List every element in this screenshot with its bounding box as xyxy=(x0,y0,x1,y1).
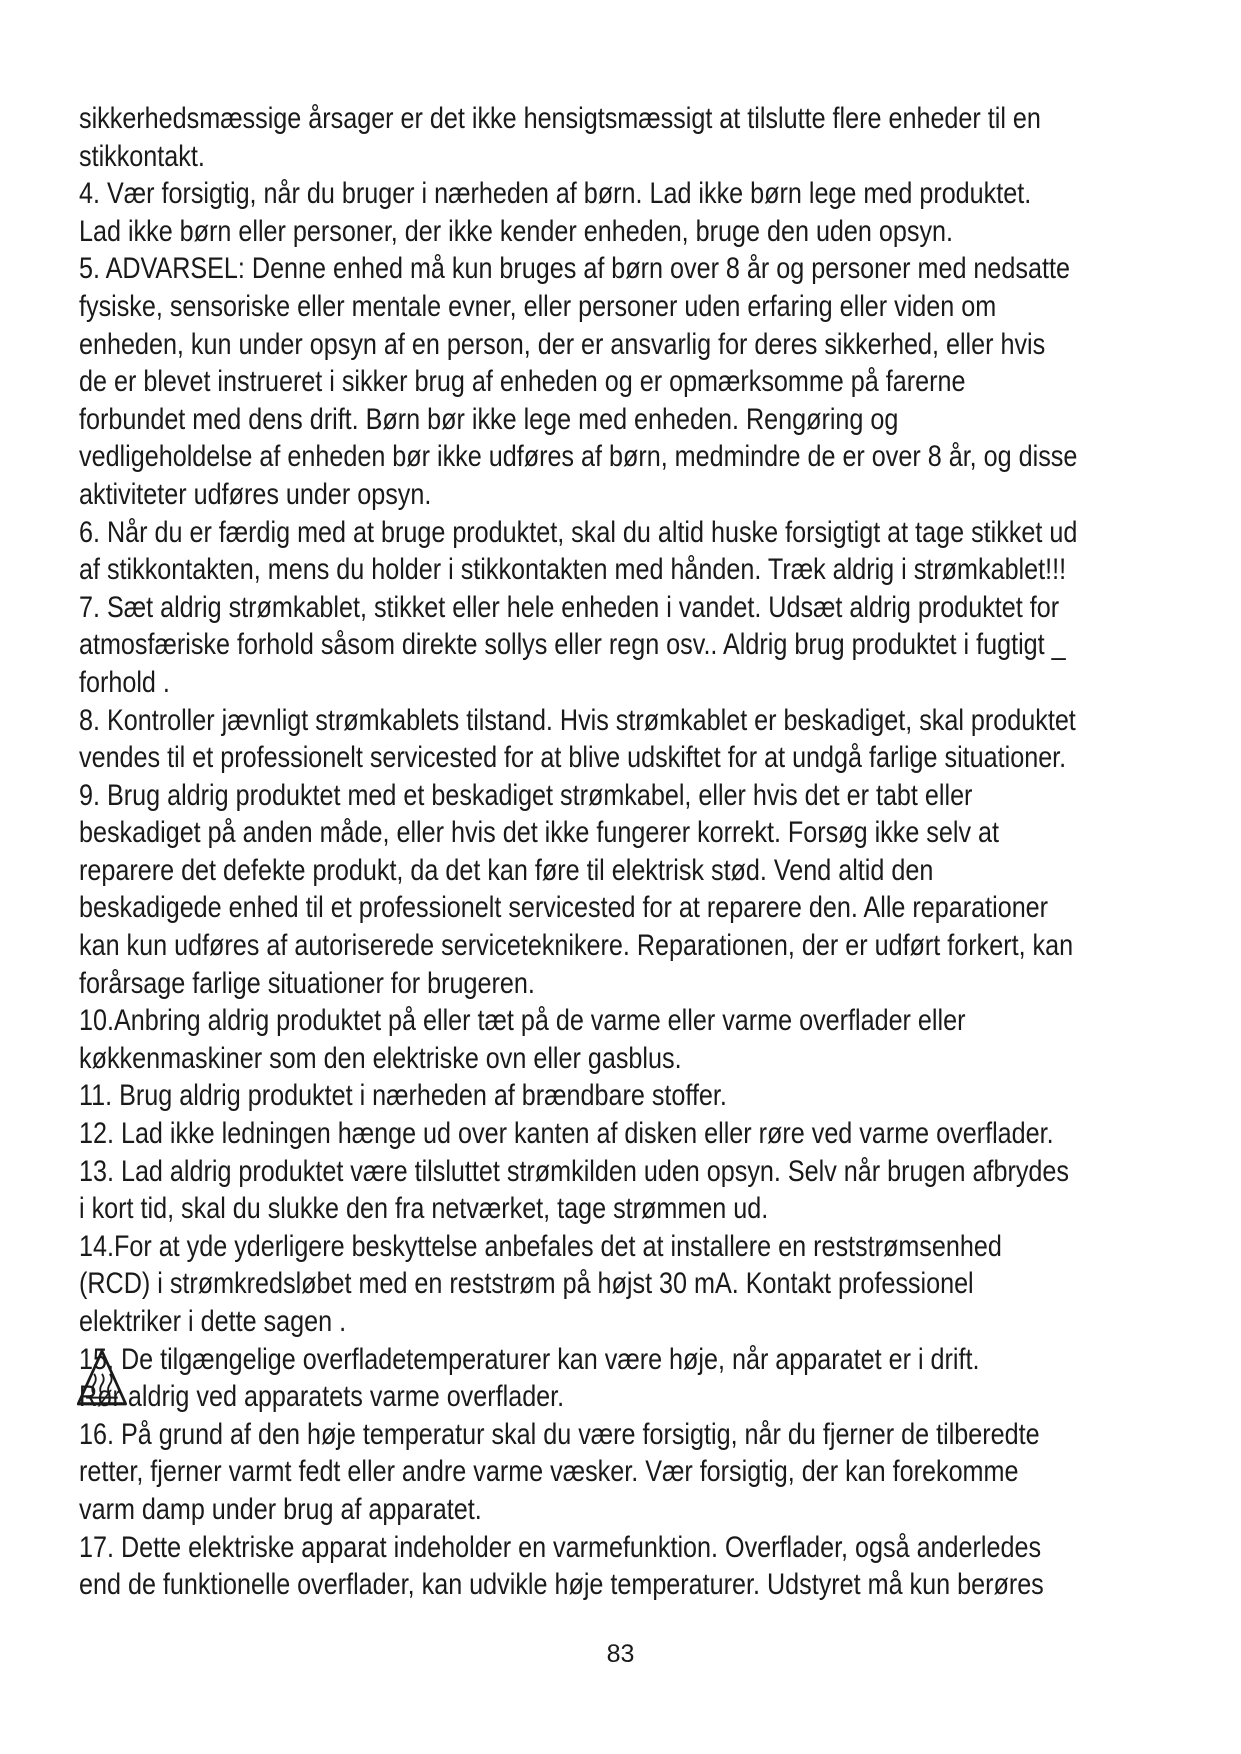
text-line: aktiviteter udføres under opsyn. xyxy=(79,477,432,511)
hot-surface-warning xyxy=(79,1341,1179,1416)
text-line: 6. Når du er færdig med at bruge produktet, skal du altid huske forsigtigt at tage stikket ud xyxy=(79,515,1078,549)
text-line: i kort tid, skal du slukke den fra netværket, tage strømmen ud. xyxy=(79,1192,769,1226)
text-line: retter, fjerner varmt fedt eller andre varme væsker. Vær forsigtig, der kan forekomme xyxy=(79,1455,1019,1489)
text-line: køkkenmaskiner som den elektriske ovn eller gasblus. xyxy=(79,1041,682,1075)
text-line: beskadiget på anden måde, eller hvis det ikke fungerer korrekt. Forsøg ikke selv at xyxy=(79,816,1000,850)
text-line: af stikkontakten, mens du holder i stikkontakten med hånden. Træk aldrig i strømkablet!!! xyxy=(79,553,1067,587)
text-line: 13. Lad aldrig produktet være tilsluttet strømkilden uden opsyn. Selv når brugen afbrydes xyxy=(79,1154,1069,1188)
text-line: 8. Kontroller jævnligt strømkablets tilstand. Hvis strømkablet er beskadiget, skal produktet xyxy=(79,703,1076,737)
text-line: forårsage farlige situationer for brugeren. xyxy=(79,966,535,1000)
text-line: varm damp under brug af apparatet. xyxy=(79,1492,482,1526)
text-line: 14.For at yde yderligere beskyttelse anbefales det at installere en reststrømsenhed xyxy=(79,1229,1002,1263)
text-line: sikkerhedsmæssige årsager er det ikke hensigtsmæssigt at tilslutte flere enheder til en xyxy=(79,102,1041,135)
text-line: 5. ADVARSEL: Denne enhed må kun bruges af børn over 8 år og personer med nedsatte xyxy=(79,252,1070,286)
text-line: 10.Anbring aldrig produktet på eller tæt på de varme eller varme overflader eller xyxy=(79,1004,966,1038)
text-line: reparere det defekte produkt, da det kan føre til elektrisk stød. Vend altid den xyxy=(79,853,934,887)
text-line: forhold . xyxy=(79,665,170,699)
text-line: 11. Brug aldrig produktet i nærheden af brændbare stoffer. xyxy=(79,1079,727,1113)
text-line: elektriker i dette sagen . xyxy=(79,1305,347,1338)
text-line: 12. Lad ikke ledningen hænge ud over kanten af disken eller røre ved varme overflader. xyxy=(79,1117,1054,1151)
hot-surface-warning-icon xyxy=(76,1347,129,1409)
text-line: enheden, kun under opsyn af en person, der er ansvarlig for deres sikkerhed, eller hvis xyxy=(79,327,1046,361)
warning-line: 15. De tilgængelige overfladetemperaturer kan være høje, når apparatet er i drift. xyxy=(79,1342,980,1376)
text-line: Lad ikke børn eller personer, der ikke kender enheden, bruge den uden opsyn. xyxy=(79,214,954,248)
text-line: vendes til et professionelt servicested for at blive udskiftet for at undgå farlige situationer. xyxy=(79,741,1067,775)
text-line: vedligeholdelse af enheden bør ikke udføres af børn, medmindre de er over 8 år, og disse xyxy=(79,440,1078,474)
text-line: stikkontakt. xyxy=(79,139,205,173)
warning-line: Rør aldrig ved apparatets varme overflader. xyxy=(79,1380,565,1414)
text-line: beskadigede enhed til et professionelt servicested for at reparere den. Alle reparationer xyxy=(79,891,1049,925)
text-line: 4. Vær forsigtig, når du bruger i nærheden af børn. Lad ikke børn lege med produktet. xyxy=(79,177,1032,211)
text-line: 16. På grund af den høje temperatur skal du være forsigtig, når du fjerner de tilberedte xyxy=(79,1417,1040,1451)
text-line: atmosfæriske forhold såsom direkte sollys eller regn osv.. Aldrig brug produktet i fugtigt _ xyxy=(79,628,1066,662)
text-line: end de funktionelle overflader, kan udvikle høje temperaturer. Udstyret må kun berøres xyxy=(79,1568,1044,1602)
text-line: de er blevet instrueret i sikker brug af enheden og er opmærksomme på farerne xyxy=(79,365,966,399)
text-line: 9. Brug aldrig produktet med et beskadiget strømkabel, eller hvis det er tabt eller xyxy=(79,778,973,812)
text-line: (RCD) i strømkredsløbet med en reststrøm på højst 30 mA. Kontakt professionel xyxy=(79,1267,974,1301)
page-number: 83 xyxy=(606,1640,635,1668)
text-line: 17. Dette elektriske apparat indeholder en varmefunktion. Overflader, også anderledes xyxy=(79,1530,1042,1564)
text-line: forbundet med dens drift. Børn bør ikke lege med enheden. Rengøring og xyxy=(79,402,899,436)
text-line: 7. Sæt aldrig strømkablet, stikket eller hele enheden i vandet. Udsæt aldrig produktet for xyxy=(79,590,1060,624)
text-line: fysiske, sensoriske eller mentale evner, eller personer uden erfaring eller viden om xyxy=(79,289,997,323)
safety-text xyxy=(79,100,1179,1604)
text-line: kan kun udføres af autoriserede serviceteknikere. Reparationen, der er udført forkert, kan xyxy=(79,929,1074,963)
